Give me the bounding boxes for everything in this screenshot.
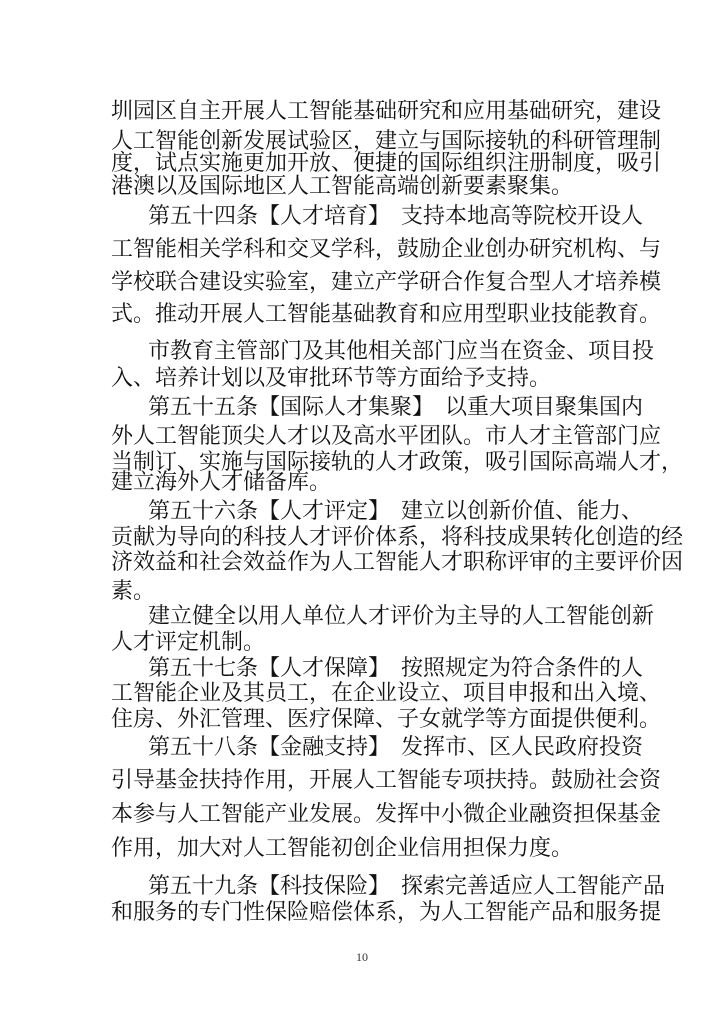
text-line: 素。 [111, 579, 156, 604]
text-line: 建立健全以用人单位人才评价为主导的人工智能创新 [148, 604, 655, 629]
text-line: 度，试点实施更加开放、便捷的国际组织注册制度，吸引 [111, 151, 662, 176]
article-57-heading-line: 第五十七条【人才保障】 按照规定为符合条件的人 [148, 656, 644, 681]
text-line: 贡献为导向的科技人才评价体系，将科技成果转化创造的经 [111, 525, 684, 550]
article-55-heading-line: 第五十五条【国际人才集聚】 以重大项目聚集国内 [148, 395, 644, 420]
text-line: 市教育主管部门及其他相关部门应当在资金、项目投 [148, 339, 655, 364]
text-line: 当制订、实施与国际接轨的人才政策，吸引国际高端人才， [111, 450, 684, 475]
text-line: 作用，加大对人工智能初创企业信用担保力度。 [111, 836, 574, 861]
text-line: 学校联合建设实验室，建立产学研合作复合型人才培养模 [111, 270, 662, 295]
text-line: 人工智能创新发展试验区，建立与国际接轨的科研管理制 [111, 129, 662, 154]
text-line: 引导基金扶持作用，开展人工智能专项扶持。鼓励社会资 [111, 768, 662, 793]
text-line: 人才评定机制。 [111, 630, 266, 655]
text-line: 外人工智能顶尖人才以及高水平团队。市人才主管部门应 [111, 424, 662, 449]
text-line: 建立海外人才储备库。 [111, 470, 332, 495]
text-line: 住房、外汇管理、医疗保障、子女就学等方面提供便利。 [111, 707, 662, 732]
text-line: 圳园区自主开展人工智能基础研究和应用基础研究，建设 [111, 99, 662, 124]
text-line: 工智能企业及其员工，在企业设立、项目申报和出入境、 [111, 681, 662, 706]
text-line: 入、培养计划以及审批环节等方面给予支持。 [111, 366, 552, 391]
text-line: 工智能相关学科和交叉学科，鼓励企业创办研究机构、与 [111, 237, 662, 262]
text-line: 和服务的专门性保险赔偿体系，为人工智能产品和服务提 [111, 900, 662, 925]
page-number: 10 [356, 950, 368, 964]
text-line: 港澳以及国际地区人工智能高端创新要素聚集。 [111, 174, 574, 199]
article-58-heading-line: 第五十八条【金融支持】 发挥市、区人民政府投资 [148, 735, 644, 760]
text-line: 式。推动开展人工智能基础教育和应用型职业技能教育。 [111, 302, 662, 327]
article-59-heading-line: 第五十九条【科技保险】 探索完善适应人工智能产品 [148, 874, 666, 899]
article-56-heading-line: 第五十六条【人才评定】 建立以创新价值、能力、 [148, 499, 644, 524]
article-54-heading-line: 第五十四条【人才培育】 支持本地高等院校开设人 [148, 204, 644, 229]
text-line: 济效益和社会效益作为人工智能人才职称评审的主要评价因 [111, 550, 684, 575]
text-line: 本参与人工智能产业发展。发挥中小微企业融资担保基金 [111, 802, 662, 827]
